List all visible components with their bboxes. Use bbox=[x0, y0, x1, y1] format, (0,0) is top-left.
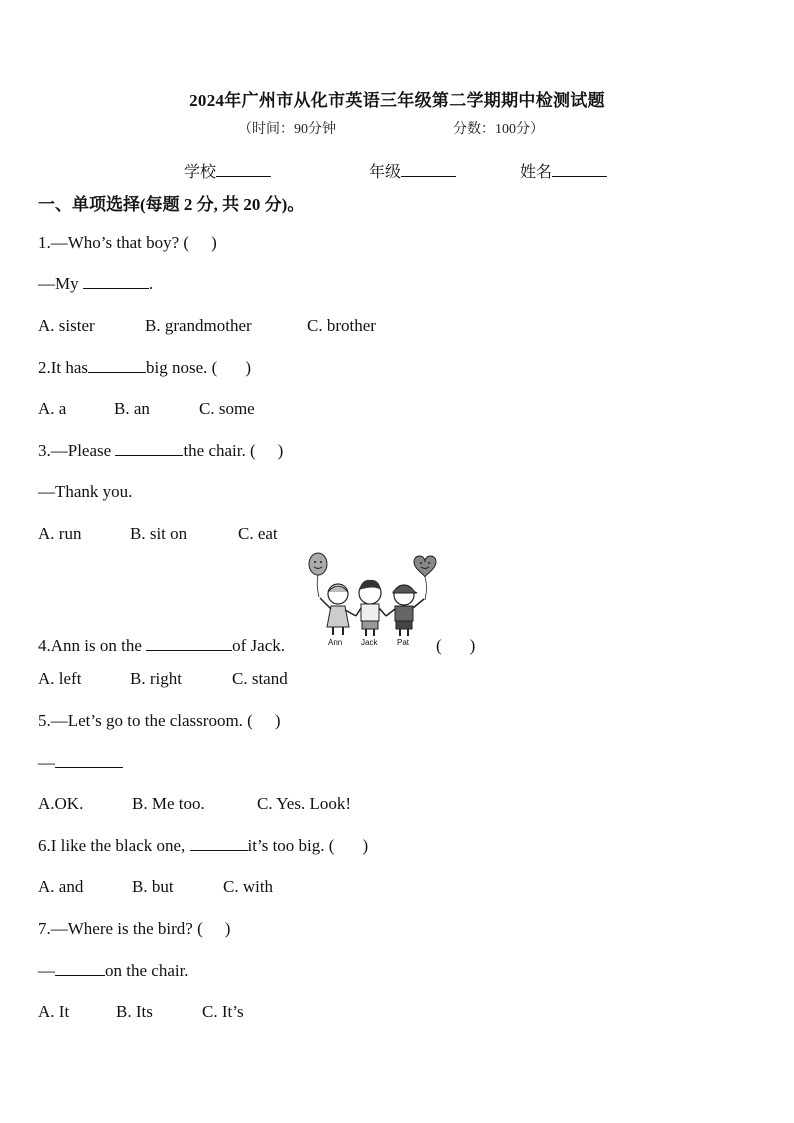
question-text: ) bbox=[274, 711, 281, 730]
school-label: 学校 bbox=[184, 164, 217, 181]
question-text: —Where is the bird? ( bbox=[50, 919, 203, 938]
question-7-option-c: C. It’s bbox=[202, 1002, 244, 1021]
fill-blank[interactable] bbox=[115, 441, 183, 456]
question-2-option-c: C. some bbox=[199, 399, 255, 418]
question-6 bbox=[38, 836, 368, 856]
section-heading: 一、单项选择(每题 2 分, 共 20 分)。 bbox=[38, 195, 305, 214]
question-number: 1. bbox=[38, 233, 51, 252]
question-4-option-c: C. stand bbox=[232, 669, 288, 688]
school-blank[interactable] bbox=[216, 162, 271, 177]
question-text: ) bbox=[277, 441, 284, 460]
fill-blank[interactable] bbox=[83, 274, 149, 289]
question-7-option-b: B. Its bbox=[116, 1002, 153, 1021]
question-text: . bbox=[148, 274, 154, 293]
question-1-line2 bbox=[38, 274, 153, 294]
question-text: ) bbox=[362, 836, 369, 855]
question-3-option-a: A. run bbox=[38, 524, 82, 543]
question-text: ) bbox=[211, 233, 217, 252]
question-4-answer-paren bbox=[436, 636, 475, 656]
heart-balloon-icon bbox=[414, 556, 436, 600]
question-6-option-c: C. with bbox=[223, 877, 274, 896]
question-text: it’s too big. ( bbox=[247, 836, 335, 855]
question-5-option-a: A.OK. bbox=[38, 794, 84, 813]
question-3 bbox=[38, 441, 283, 461]
school-field bbox=[184, 159, 271, 182]
fill-blank[interactable] bbox=[190, 836, 248, 851]
question-1 bbox=[38, 233, 217, 253]
question-1-option-a: A. sister bbox=[38, 316, 95, 335]
question-5 bbox=[38, 711, 281, 731]
question-text: of Jack. bbox=[232, 636, 286, 655]
question-text: the chair. ( bbox=[183, 441, 256, 460]
fill-blank[interactable] bbox=[55, 753, 123, 768]
question-6-option-a: A. and bbox=[38, 877, 84, 896]
question-5-option-c: C. Yes. Look! bbox=[257, 794, 351, 813]
question-4-option-a: A. left bbox=[38, 669, 82, 688]
question-text: — bbox=[38, 753, 55, 772]
question-number: 6. bbox=[38, 836, 51, 855]
question-4-option-b: B. right bbox=[130, 669, 182, 688]
fill-blank[interactable] bbox=[146, 636, 232, 651]
question-text: It has bbox=[50, 358, 89, 377]
question-7 bbox=[38, 919, 230, 939]
question-text: —Let’s go to the classroom. ( bbox=[50, 711, 253, 730]
figure-label-ann: Ann bbox=[328, 638, 343, 647]
question-7-line2 bbox=[38, 961, 189, 981]
question-2-option-b: B. an bbox=[114, 399, 150, 418]
figure-label-jack: Jack bbox=[361, 638, 378, 647]
question-text: — bbox=[38, 961, 55, 980]
grade-blank[interactable] bbox=[401, 162, 456, 177]
question-number: 5. bbox=[38, 711, 51, 730]
question-text: Ann is on the bbox=[50, 636, 142, 655]
question-text: —Who’s that boy? ( bbox=[50, 233, 190, 252]
question-text: on the chair. bbox=[105, 961, 189, 980]
grade-label: 年级 bbox=[369, 164, 402, 181]
question-2 bbox=[38, 358, 251, 378]
paren-close: ) bbox=[469, 636, 476, 655]
question-text: I like the black one, bbox=[50, 836, 186, 855]
question-text: big nose. ( bbox=[146, 358, 218, 377]
page-title: 2024年广州市从化市英语三年级第二学期期中检测试题 bbox=[189, 91, 605, 110]
question-text: —My bbox=[38, 274, 79, 293]
grade-field bbox=[369, 159, 456, 182]
fill-blank[interactable] bbox=[88, 358, 146, 373]
question-4 bbox=[38, 636, 285, 656]
question-5-option-b: B. Me too. bbox=[132, 794, 205, 813]
paren-open: ( bbox=[436, 636, 442, 655]
question-text: —Please bbox=[50, 441, 112, 460]
figure-label-pat: Pat bbox=[397, 638, 410, 647]
exam-score: 分数：100分） bbox=[453, 122, 544, 137]
question-text: ) bbox=[245, 358, 252, 377]
question-1-option-b: B. grandmother bbox=[145, 316, 252, 335]
name-label: 姓名 bbox=[520, 164, 553, 181]
question-number: 7. bbox=[38, 919, 51, 938]
fill-blank[interactable] bbox=[55, 961, 105, 976]
name-field bbox=[520, 159, 607, 182]
boy-figure-icon bbox=[356, 580, 386, 636]
boy-with-cap-figure-icon bbox=[386, 585, 424, 636]
exam-time: （时间：90分钟 bbox=[238, 122, 336, 137]
question-number: 4. bbox=[38, 636, 51, 655]
question-number: 2. bbox=[38, 358, 51, 377]
girl-figure-icon bbox=[320, 584, 356, 635]
kids-holding-hands-illustration bbox=[304, 552, 442, 652]
question-2-option-a: A. a bbox=[38, 399, 67, 418]
question-text: ) bbox=[224, 919, 231, 938]
question-1-option-c: C. brother bbox=[307, 316, 376, 335]
smiley-balloon-icon bbox=[309, 553, 327, 597]
question-7-option-a: A. It bbox=[38, 1002, 70, 1021]
question-3-option-b: B. sit on bbox=[130, 524, 188, 543]
question-3-option-c: C. eat bbox=[238, 524, 278, 543]
name-blank[interactable] bbox=[552, 162, 607, 177]
question-number: 3. bbox=[38, 441, 51, 460]
question-5-line2 bbox=[38, 753, 123, 773]
question-6-option-b: B. but bbox=[132, 877, 174, 896]
question-3-line2: —Thank you. bbox=[38, 482, 133, 501]
